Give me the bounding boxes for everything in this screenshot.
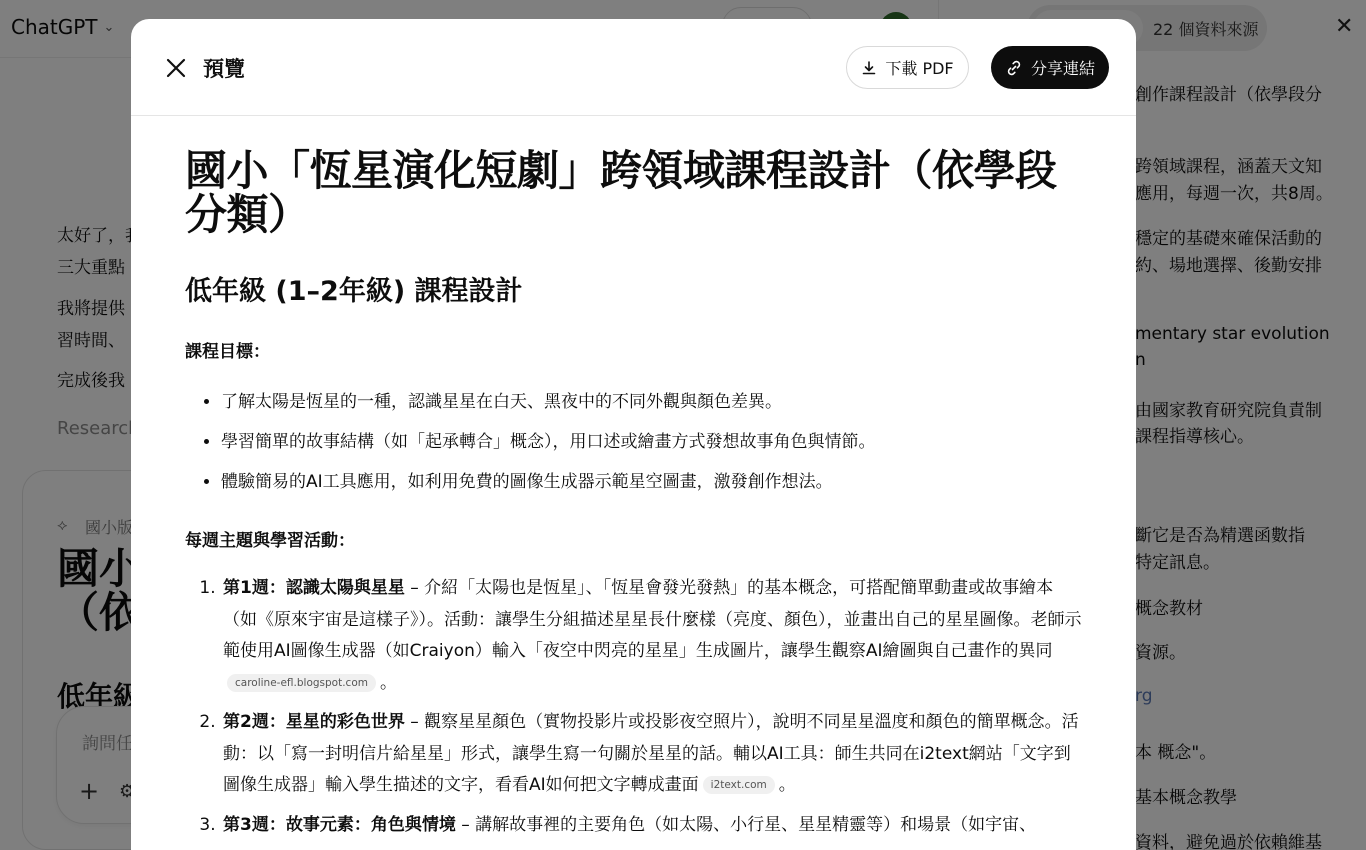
document-preview <box>185 146 1085 849</box>
modal-header <box>131 19 1136 116</box>
share-link-label: 分享連結 <box>1030 59 1095 78</box>
close-icon <box>165 57 187 79</box>
citation-chip[interactable]: i2text.com <box>703 776 775 794</box>
modal-title: 預覽 <box>203 57 245 81</box>
week-body: – 講解故事裡的主要角色（如太陽、小行星、星星精靈等）和場景（如宇宙、 <box>455 814 1037 835</box>
week-end: 。 <box>778 775 796 795</box>
preview-modal <box>131 19 1136 850</box>
week-body: – 觀察星星顏色（實物投影片或投影夜空照片），說明不同星星溫度和顏色的簡單概念。活動：以「寫一封明信片給星星」形式，讓學生寫一句關於星星的話。輔以AI工具：師生共同在i2text網站「文字到圖像生成器」輸入學生描述的文字，看看AI如何把文字轉成畫面 <box>223 712 1079 795</box>
download-pdf-label: 下載 PDF <box>885 59 954 78</box>
citation-chip[interactable]: caroline-efl.blogspot.com <box>227 674 376 692</box>
link-icon <box>1005 59 1023 77</box>
goal-item: • 了解太陽是恆星的一種，認識星星在白天、黑夜中的不同外觀與顏色差異。 <box>221 382 1085 422</box>
goals-label: 課程目標： <box>185 342 270 362</box>
weekly-list <box>185 573 1085 841</box>
download-icon <box>861 60 877 76</box>
week-item <box>221 810 1085 842</box>
share-link-button[interactable] <box>991 46 1109 89</box>
close-preview-button[interactable] <box>161 53 191 83</box>
goal-item: • 體驗簡易的AI工具應用，如利用免費的圖像生成器示範星空圖畫，激發創作想法。 <box>221 462 1085 502</box>
week-item <box>221 707 1085 802</box>
week-body: – 介紹「太陽也是恆星」、「恆星會發光發熱」的基本概念，可搭配簡單動畫或故事繪本（如《原來宇宙是這樣子》）。活動：讓學生分組描述星星長什麼樣（亮度、顏色），並畫出自己的星星圖像。老師示範使用AI圖像生成器（如Craiyon）輸入「夜空中閃亮的星星」生成圖片，讓學生觀察AI繪圖與自己畫作的異同 <box>223 578 1082 661</box>
download-pdf-button[interactable] <box>846 46 969 89</box>
week-title: 第3週：故事元素：角色與情境 <box>223 814 456 835</box>
section-heading: 低年級 (1–2年級) 課程設計 <box>185 276 523 307</box>
document-title: 國小「恆星演化短劇」跨領域課程設計（依學段分類） <box>185 146 1057 239</box>
week-title: 第2週：星星的彩色世界 <box>223 712 405 732</box>
goals-list <box>185 382 1085 502</box>
weekly-activities-label: 每週主題與學習活動： <box>185 531 355 551</box>
goal-item: • 學習簡單的故事結構（如「起承轉合」概念），用口述或繪畫方式發想故事角色與情節。 <box>221 422 1085 462</box>
week-end: 。 <box>379 672 397 693</box>
week-title: 第1週：認識太陽與星星 <box>223 578 405 598</box>
week-item <box>221 573 1085 699</box>
